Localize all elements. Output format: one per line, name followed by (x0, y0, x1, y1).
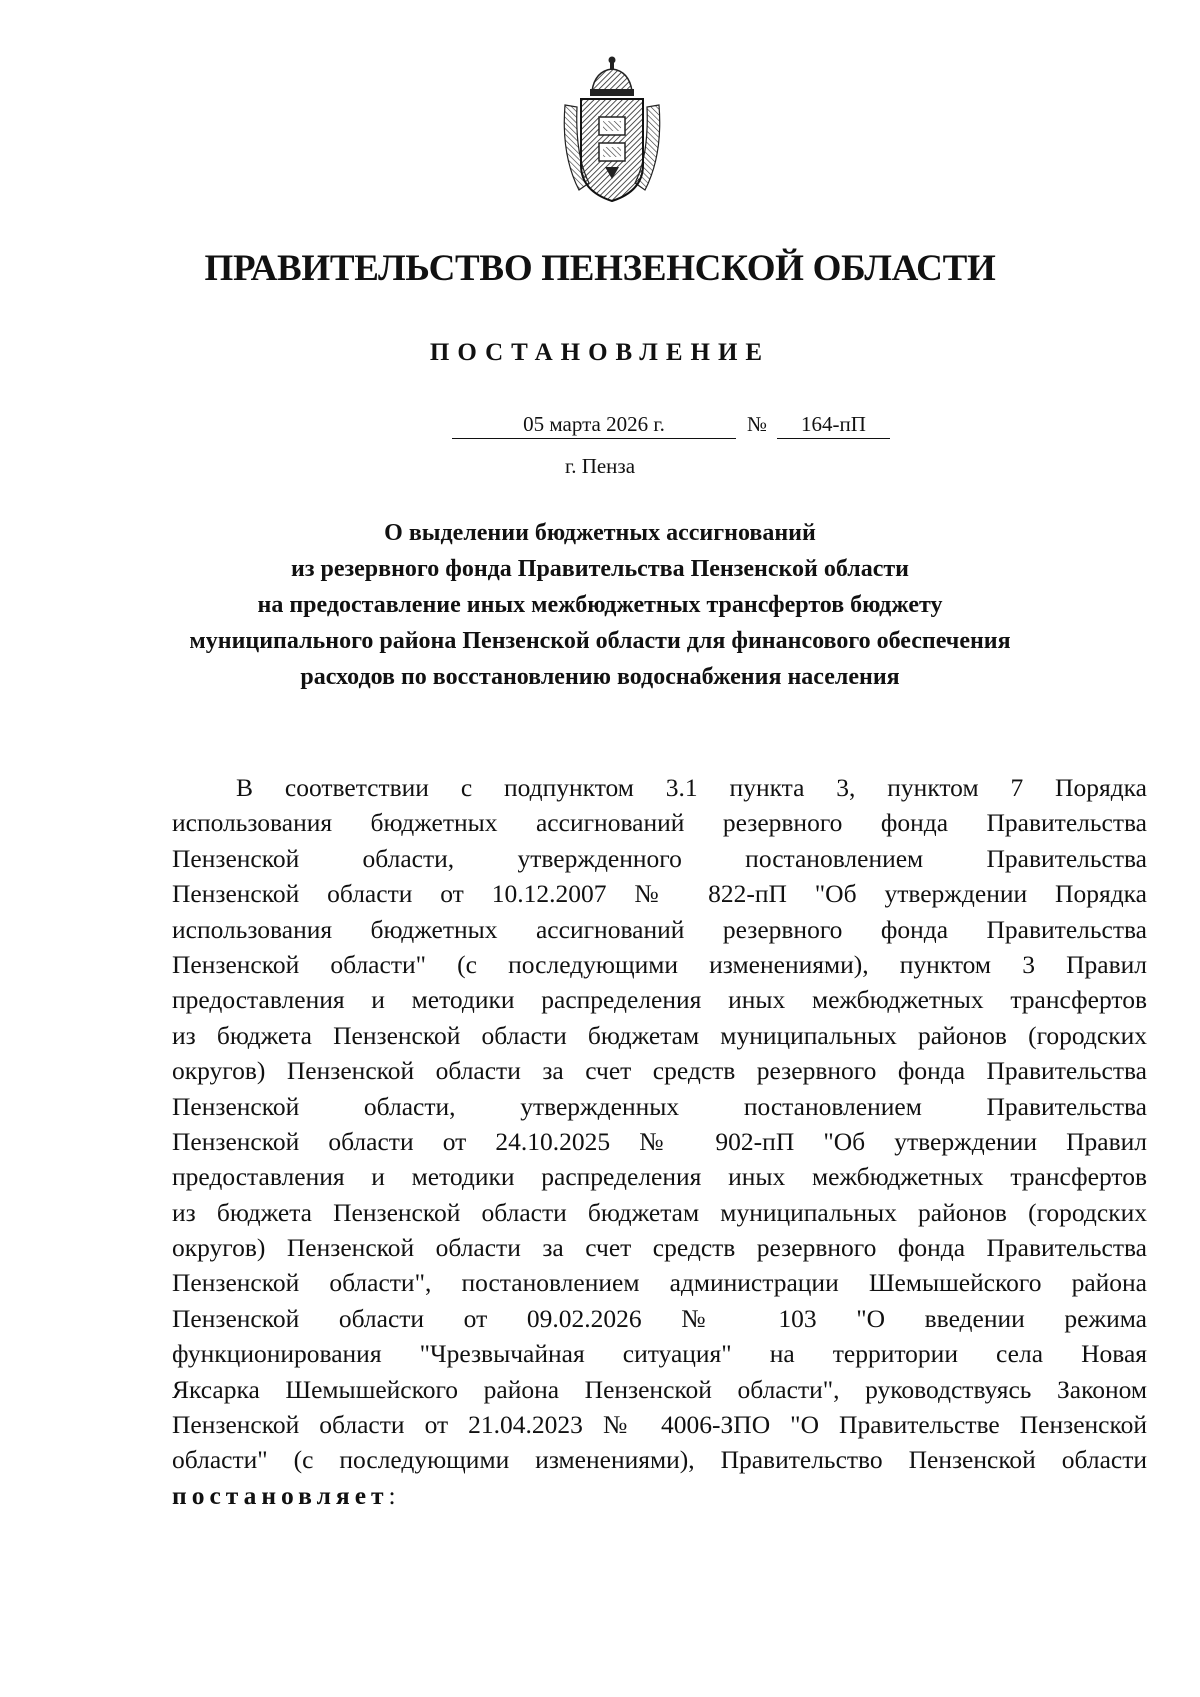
body-line: предоставления и методики распределения иных межбюджетных трансфертов (172, 985, 1147, 1015)
document-city: г. Пенза (564, 454, 636, 478)
body-line: округов) Пензенской области за счет средств резервного фонда Правительства (172, 1233, 1147, 1263)
body-line: области" (с последующими изменениями), Правительство Пензенской области (172, 1445, 1147, 1475)
body-line: Пензенской области от 21.04.2023 № 4006-ЗПО "О Правительстве Пензенской (172, 1410, 1147, 1440)
body-line: Пензенской области, утвержденных постановлением Правительства (172, 1091, 1147, 1121)
document-type: ПОСТАНОВЛЕНИЕ (429, 339, 771, 366)
coat-of-arms-icon (559, 55, 665, 205)
body-line: Пензенской области от 10.12.2007 № 822-пП "Об утверждении Порядка (172, 879, 1147, 909)
body-line: функционирования "Чрезвычайная ситуация" на территории села Новая (172, 1339, 1147, 1369)
organization-title: ПРАВИТЕЛЬСТВО ПЕНЗЕНСКОЙ ОБЛАСТИ (204, 248, 996, 289)
document-subject (150, 515, 1050, 695)
body-line: из бюджета Пензенской области бюджетам муниципальных районов (городских (172, 1197, 1147, 1227)
body-line: из бюджета Пензенской области бюджетам муниципальных районов (городских (172, 1020, 1147, 1050)
subject-line: расходов по восстановлению водоснабжения населения (300, 664, 900, 690)
body-paragraph (172, 770, 1147, 1513)
body-line: использования бюджетных ассигнований резервного фонда Правительства (172, 808, 1147, 838)
body-line: Пензенской области от 09.02.2026 № 103 "О введении режима (172, 1303, 1147, 1333)
document-number: 164-пП (777, 410, 890, 439)
resolution-line (172, 1478, 1147, 1513)
subject-line: на предоставление иных межбюджетных трансфертов бюджету (257, 592, 943, 618)
subject-line: О выделении бюджетных ассигнований (384, 520, 816, 546)
number-sign: № (746, 412, 768, 436)
body-line: В соответствии с подпунктом 3.1 пункта 3, пунктом 7 Порядка (236, 773, 1147, 802)
body-line: Пензенской области, утвержденного постановлением Правительства (172, 843, 1147, 873)
body-line: Яксарка Шемышейского района Пензенской области", руководствуясь Законом (172, 1374, 1147, 1404)
body-line: округов) Пензенской области за счет средств резервного фонда Правительства (172, 1056, 1147, 1086)
subject-line: муниципального района Пензенской области для финансового обеспечения (189, 628, 1011, 654)
document-date: 05 марта 2026 г. (452, 410, 736, 439)
body-line: Пензенской области", постановлением администрации Шемышейского района (172, 1268, 1147, 1298)
body-line: Пензенской области" (с последующими изменениями), пунктом 3 Правил (172, 949, 1147, 979)
body-line: Пензенской области от 24.10.2025 № 902-пП "Об утверждении Правил (172, 1126, 1147, 1156)
body-line: использования бюджетных ассигнований резервного фонда Правительства (172, 914, 1147, 944)
subject-line: из резервного фонда Правительства Пензенской области (291, 556, 909, 582)
resolution-colon: : (388, 1480, 396, 1510)
body-line: предоставления и методики распределения иных межбюджетных трансфертов (172, 1162, 1147, 1192)
resolution-word: постановляет (172, 1480, 389, 1510)
